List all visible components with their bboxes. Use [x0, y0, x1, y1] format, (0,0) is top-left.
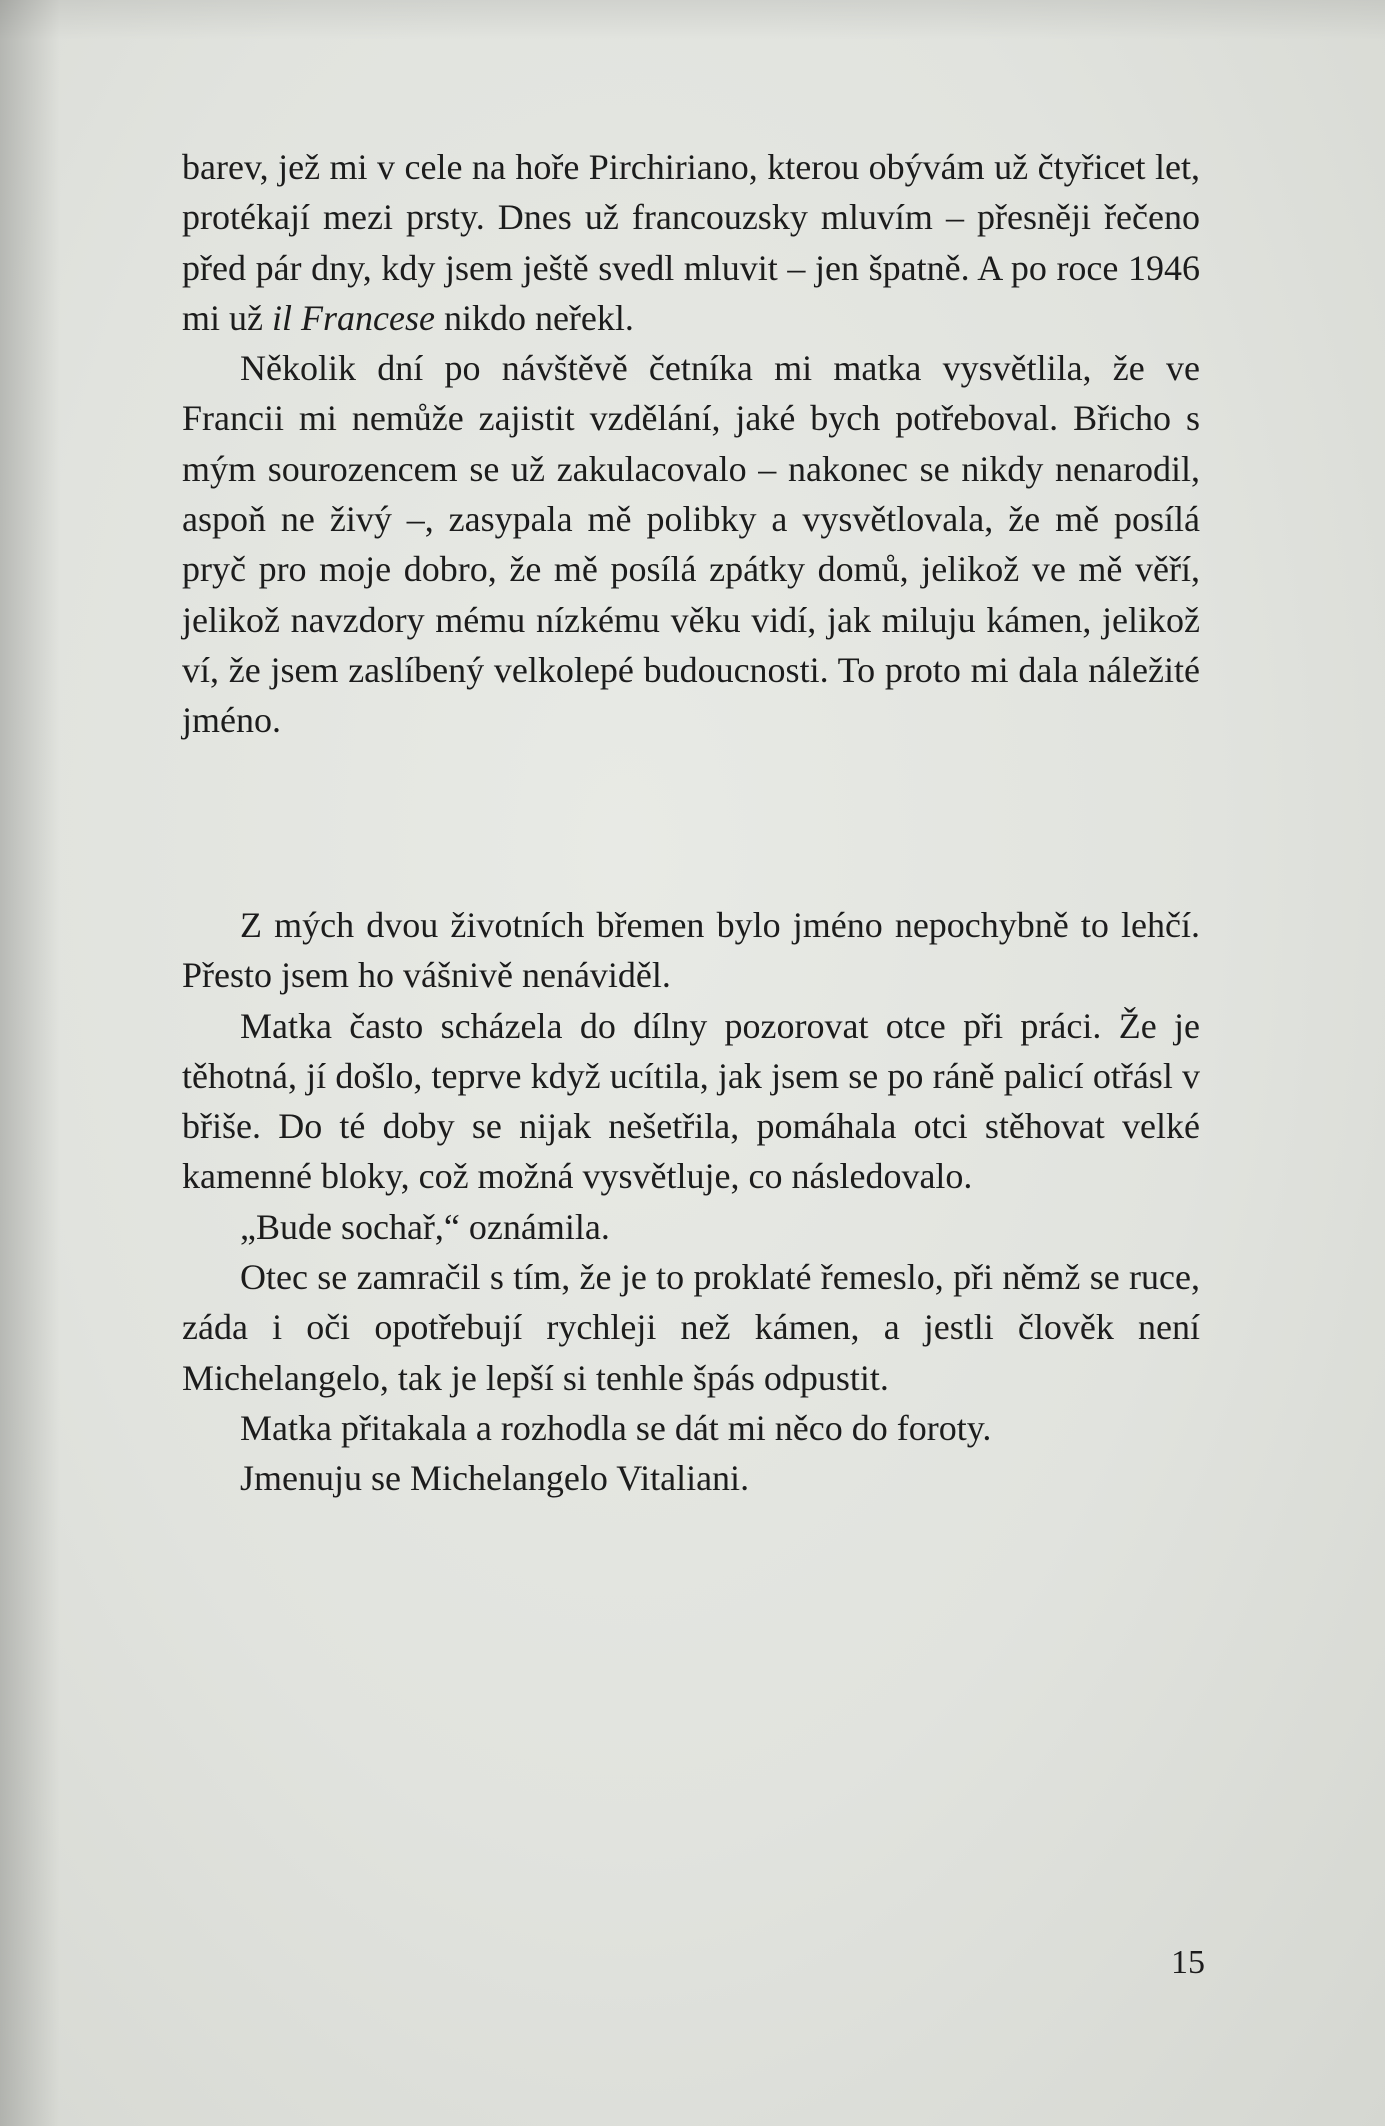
page-binding-shadow [0, 0, 60, 2126]
paragraph [182, 142, 1200, 343]
page-top-shadow [0, 0, 1385, 40]
italic-phrase: il Francese [271, 297, 435, 338]
paragraph: Několik dní po návštěvě četníka mi matka vysvětlila, že ve Francii mi nemůže zajistit vzdělání, jaké bych potřeboval. Břicho s mým sourozencem se už zakulacovalo – nakonec se nikdy nenarodil, aspoň ne živý –, zasypala mě polibky a vysvětlovala, že mě posílá pryč pro moje dobro, že mě posílá zpátky domů, jelikož ve mě věří, jelikož navzdory mému nízkému věku vidí, jak miluju kámen, jelikož ví, že jsem zaslíbený velkolepé budoucnosti. To proto mi dala náležité jméno. [182, 348, 1200, 741]
paragraph: Matka často scházela do dílny pozorovat otce při práci. Že je těhotná, jí došlo, teprve když ucítila, jak jsem se po ráně palicí otřásl v břiše. Do té doby se nijak nešetřila, pomáhala otci stěhovat velké kamenné bloky, což možná vysvětluje, co následovalo. [182, 1005, 1200, 1197]
paragraph: Otec se zamračil s tím, že je to proklaté řemeslo, při němž se ruce, záda i oči opotřebují rychleji než kámen, a jestli člověk není Michelangelo, tak je lepší si tenhle špás odpustit. [182, 1257, 1200, 1398]
paragraph: „Bude sochař,“ oznámila. [240, 1206, 610, 1247]
paragraph-text: nikdo neřekl. [434, 297, 634, 338]
paragraph: Matka přitakala a rozhodla se dát mi něco do foroty. [240, 1407, 992, 1448]
text-section-2 [182, 900, 1200, 1504]
page-number: 15 [1171, 1944, 1205, 1981]
paragraph: Z mých dvou životních břemen bylo jméno nepochybně to lehčí. Přesto jsem ho vášnivě nenáviděl. [182, 905, 1200, 996]
text-section-1 [182, 142, 1200, 746]
paragraph: Jmenuju se Michelangelo Vitaliani. [240, 1458, 750, 1499]
paragraph-text: barev, jež mi v cele na hoře Pirchiriano, kterou obývám už čtyřicet let, protékají mezi prsty. Dnes už francouzsky mluvím – přesněji řečeno před pár dny, kdy jsem ještě svedl mluvit – jen špatně. A po roce 1946 mi už [182, 147, 1200, 338]
